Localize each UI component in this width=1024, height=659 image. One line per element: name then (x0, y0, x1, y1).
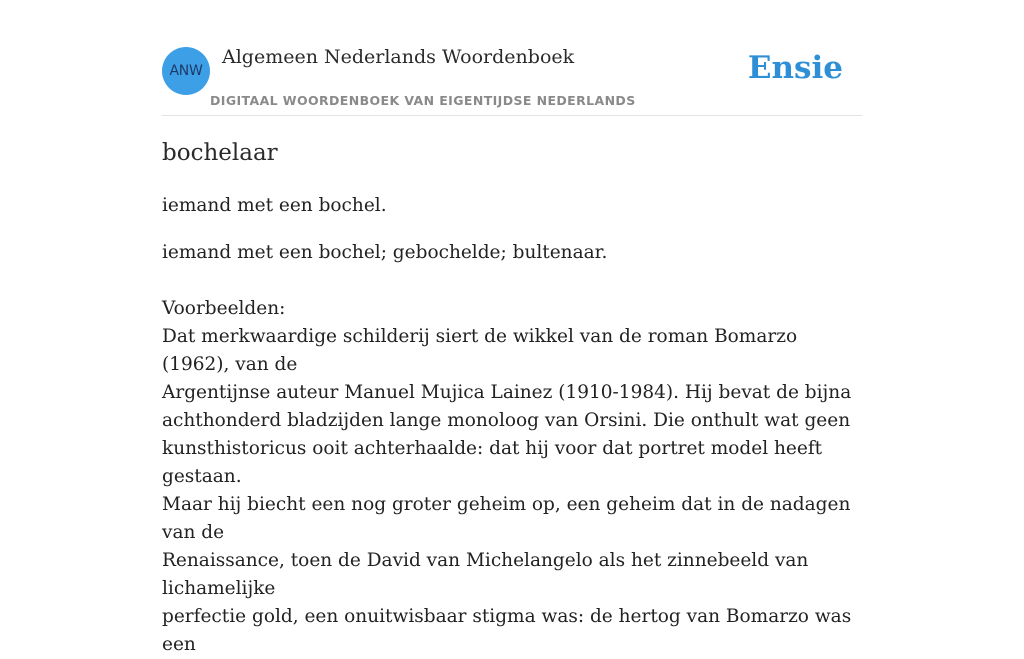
example-line: perfectie gold, een onuitwisbaar stigma was: de hertog van Bomarzo was een (162, 606, 852, 655)
logo-text: ANW (169, 63, 203, 79)
examples-section (162, 295, 862, 659)
example-line: Dat merkwaardige schilderij siert de wikkel van de roman Bomarzo (1962), van de (162, 326, 798, 375)
site-title[interactable]: Algemeen Nederlands Woordenboek (222, 46, 575, 68)
example-line: Maar hij biecht een nog groter geheim op, een geheim dat in de nadagen van de (162, 494, 851, 543)
examples-label: Voorbeelden: (162, 298, 286, 319)
site-header (162, 0, 862, 116)
example-line: kunsthistoricus ooit achterhaalde: dat hij voor dat portret model heeft gestaan. (162, 438, 823, 487)
example-line: achthonderd bladzijden lange monoloog van Orsini. Die onthult wat geen (162, 410, 851, 431)
anw-logo[interactable] (162, 47, 210, 95)
ensie-brand-link[interactable]: Ensie (747, 50, 843, 86)
example-line: Argentijnse auteur Manuel Mujica Lainez (1910-1984). Hij bevat de bijna (162, 382, 852, 403)
definition-long: iemand met een bochel; gebochelde; bultenaar. (162, 242, 608, 263)
page (162, 0, 862, 655)
definition-short: iemand met een bochel. (162, 195, 387, 216)
entry-headword: bochelaar (162, 140, 278, 166)
site-subtitle: DIGITAAL WOORDENBOEK VAN EIGENTIJDSE NEDERLANDS (210, 93, 636, 108)
example-line: Renaissance, toen de David van Michelangelo als het zinnebeeld van lichamelijke (162, 550, 809, 599)
